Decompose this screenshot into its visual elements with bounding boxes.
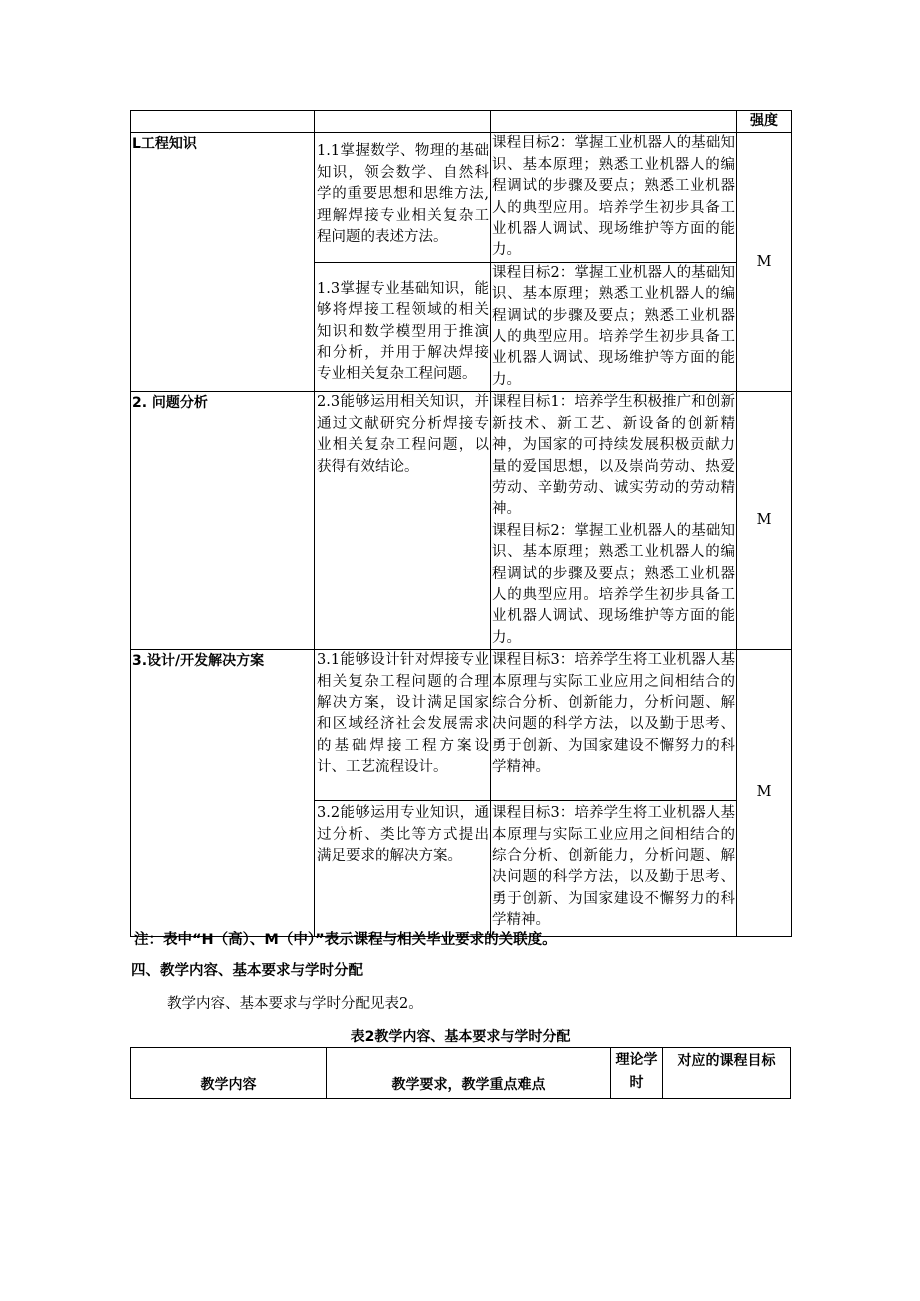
header-cell — [131, 111, 315, 133]
section-intro: 教学内容、基本要求与学时分配见表2。 — [167, 996, 423, 1012]
strength-cell: M — [737, 650, 792, 937]
indicator-cell: 3.1能够设计针对焊接专业相关复杂工程问题的合理解决方案，设计满足国家和区域经济社会发展需求的基础焊接工程方案设计、工艺流程设计。 — [315, 650, 491, 801]
table2-header-row — [131, 1048, 791, 1099]
table-row — [131, 650, 792, 801]
header-cell — [315, 111, 491, 133]
requirements-table — [130, 110, 792, 937]
section-heading: 四、教学内容、基本要求与学时分配 — [131, 963, 363, 979]
strength-header: 强度 — [737, 111, 792, 133]
table2-header-requirements: 教学要求，教学重点难点 — [327, 1048, 611, 1099]
goal-cell: 课程目标2：掌握工业机器人的基础知识、基本原理；熟悉工业机器人的编程调试的步骤及要点；熟悉工业机器人的典型应用。培养学生初步具备工业机器人调试、现场维护等方面的能力。 — [491, 262, 737, 391]
header-cell — [491, 111, 737, 133]
goal-text: 课程目标2：掌握工业机器人的基础知识、基本原理；熟悉工业机器人的编程调试的步骤及要点；熟悉工业机器人的典型应用。培养学生初步具备工业机器人调试、现场维护等方面的能力。 — [492, 522, 735, 646]
indicator-text: 1.1掌握数学、物理的基础知识，领会数学、自然科学的重要思想和思维方法,理解焊接专业相关复杂工程问题的表述方法。 — [317, 143, 489, 246]
table-note: 注：表中“H（高）、M（中）”表示课程与相关毕业要求的关联度。 — [134, 932, 557, 948]
indicator-text: 1.3掌握专业基础知识，能够将焊接工程领域的相关知识和数学模型用于推演和分析，并用于解决焊接专业相关复杂工程问题。 — [317, 280, 489, 383]
teaching-content-table — [130, 1047, 791, 1099]
goal-cell: 课程目标3：培养学生将工业机器人基本原理与实际工业应用之间相结合的综合分析、创新能力，分析问题、解决问题的科学方法，以及勤于思考、勇于创新、为国家建设不懈努力的科学精神。 — [491, 650, 737, 801]
table2-header-hours: 理论学时 — [611, 1048, 663, 1099]
table-header-row — [131, 111, 792, 133]
indicator-cell — [315, 262, 491, 391]
requirement-cell: 2. 问题分析 — [131, 392, 315, 650]
goal-cell: 课程目标2：掌握工业机器人的基础知识、基本原理；熟悉工业机器人的编程调试的步骤及要点；熟悉工业机器人的典型应用。培养学生初步具备工业机器人调试、现场维护等方面的能力。 — [491, 133, 737, 262]
strength-cell: M — [737, 133, 792, 392]
requirement-cell: L工程知识 — [131, 133, 315, 392]
strength-cell: M — [737, 392, 792, 650]
indicator-cell: 3.2能够运用专业知识，通过分析、类比等方式提出满足要求的解决方案。 — [315, 801, 491, 937]
table2-caption: 表2教学内容、基本要求与学时分配 — [350, 1029, 571, 1045]
goal-cell: 课程目标3：培养学生将工业机器人基本原理与实际工业应用之间相结合的综合分析、创新能力，分析问题、解决问题的科学方法，以及勤于思考、勇于创新、为国家建设不懈努力的科学精神。 — [491, 801, 737, 937]
indicator-cell: 2.3能够运用相关知识，并通过文献研究分析焊接专业相关复杂工程问题，以获得有效结论。 — [315, 392, 491, 650]
table-row — [131, 392, 792, 650]
requirement-cell: 3.设计/开发解决方案 — [131, 650, 315, 937]
table2-header-goals: 对应的课程目标 — [663, 1048, 791, 1099]
goal-text: 课程目标1：培养学生积极推广和创新新技术、新工艺、新设备的创新精神，为国家的可持续发展积极贡献力量的爱国思想，以及崇尚劳动、热爱劳动、辛勤劳动、诚实劳动的劳动精神。 — [492, 394, 735, 518]
table-row — [131, 133, 792, 262]
indicator-cell — [315, 133, 491, 262]
table2-header-content: 教学内容 — [131, 1048, 327, 1099]
goal-cell — [491, 392, 737, 650]
